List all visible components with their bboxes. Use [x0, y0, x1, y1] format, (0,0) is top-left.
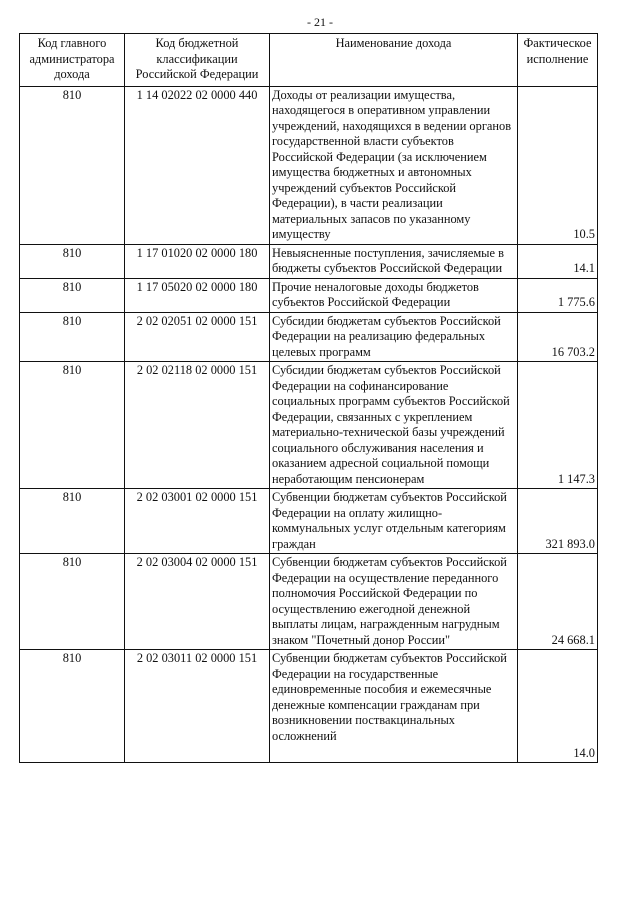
income-name-cell: Субсидии бюджетам субъектов Российской Федерации на реализацию федеральных целевых программ	[270, 312, 518, 362]
budget-code-cell: 2 02 03004 02 0000 151	[125, 554, 270, 650]
table-row	[20, 312, 598, 362]
budget-code-cell: 2 02 03011 02 0000 151	[125, 650, 270, 763]
table-row	[20, 86, 598, 244]
budget-code-cell: 1 17 05020 02 0000 180	[125, 278, 270, 312]
header-actual-amount: Фактическое исполнение	[518, 34, 598, 87]
budget-code-cell: 2 02 03001 02 0000 151	[125, 489, 270, 554]
admin-code-cell: 810	[20, 278, 125, 312]
amount-cell: 14.0	[518, 650, 598, 763]
income-name-cell: Субвенции бюджетам субъектов Российской Федерации на осуществление переданного полномочия Российской Федерации по осуществлению ежегодной денежной выплаты лицам, награжденным нагрудным знаком "Почетный донор России"	[270, 554, 518, 650]
amount-cell: 10.5	[518, 86, 598, 244]
income-name-cell: Субвенции бюджетам субъектов Российской Федерации на оплату жилищно-коммунальных услуг отдельным категориям граждан	[270, 489, 518, 554]
table-row	[20, 278, 598, 312]
admin-code-cell: 810	[20, 362, 125, 489]
amount-cell: 14.1	[518, 244, 598, 278]
amount-cell: 24 668.1	[518, 554, 598, 650]
budget-code-cell: 2 02 02051 02 0000 151	[125, 312, 270, 362]
income-name-cell: Субсидии бюджетам субъектов Российской Федерации на софинансирование социальных программ субъектов Российской Федерации, связанных с укреплением материально-технической базы учреждений социального обслуживания населения и оказанием адресной социальной помощи неработающим пенсионерам	[270, 362, 518, 489]
admin-code-cell: 810	[20, 312, 125, 362]
table-row	[20, 650, 598, 763]
budget-code-cell: 1 17 01020 02 0000 180	[125, 244, 270, 278]
amount-cell: 1 147.3	[518, 362, 598, 489]
income-table	[19, 33, 598, 763]
budget-code-cell: 2 02 02118 02 0000 151	[125, 362, 270, 489]
table-header-row	[20, 34, 598, 87]
table-row	[20, 554, 598, 650]
amount-cell: 1 775.6	[518, 278, 598, 312]
income-name-cell: Доходы от реализации имущества, находящегося в оперативном управлении учреждений, находящихся в ведении органов государственной власти субъектов Российской Федерации (за исключением имущества бюджетных и автономных учреждений субъектов Российской Федерации), в части реализации материальных запасов по указанному имуществу	[270, 86, 518, 244]
income-name-cell: Субвенции бюджетам субъектов Российской Федерации на государственные единовременные пособия и ежемесячные денежные компенсации гражданам при возникновении поствакцинальных осложнений	[270, 650, 518, 763]
admin-code-cell: 810	[20, 86, 125, 244]
budget-code-cell: 1 14 02022 02 0000 440	[125, 86, 270, 244]
table-row	[20, 244, 598, 278]
header-income-name: Наименование дохода	[270, 34, 518, 87]
page-number: - 21 -	[307, 15, 333, 29]
income-name-cell: Прочие неналоговые доходы бюджетов субъектов Российской Федерации	[270, 278, 518, 312]
amount-cell: 321 893.0	[518, 489, 598, 554]
table-row	[20, 489, 598, 554]
amount-cell: 16 703.2	[518, 312, 598, 362]
admin-code-cell: 810	[20, 554, 125, 650]
header-admin-code: Код главного администратора дохода	[20, 34, 125, 87]
admin-code-cell: 810	[20, 650, 125, 763]
admin-code-cell: 810	[20, 489, 125, 554]
table-row	[20, 362, 598, 489]
admin-code-cell: 810	[20, 244, 125, 278]
header-budget-code: Код бюджетной классификации Российской Федерации	[125, 34, 270, 87]
income-name-cell: Невыясненные поступления, зачисляемые в бюджеты субъектов Российской Федерации	[270, 244, 518, 278]
